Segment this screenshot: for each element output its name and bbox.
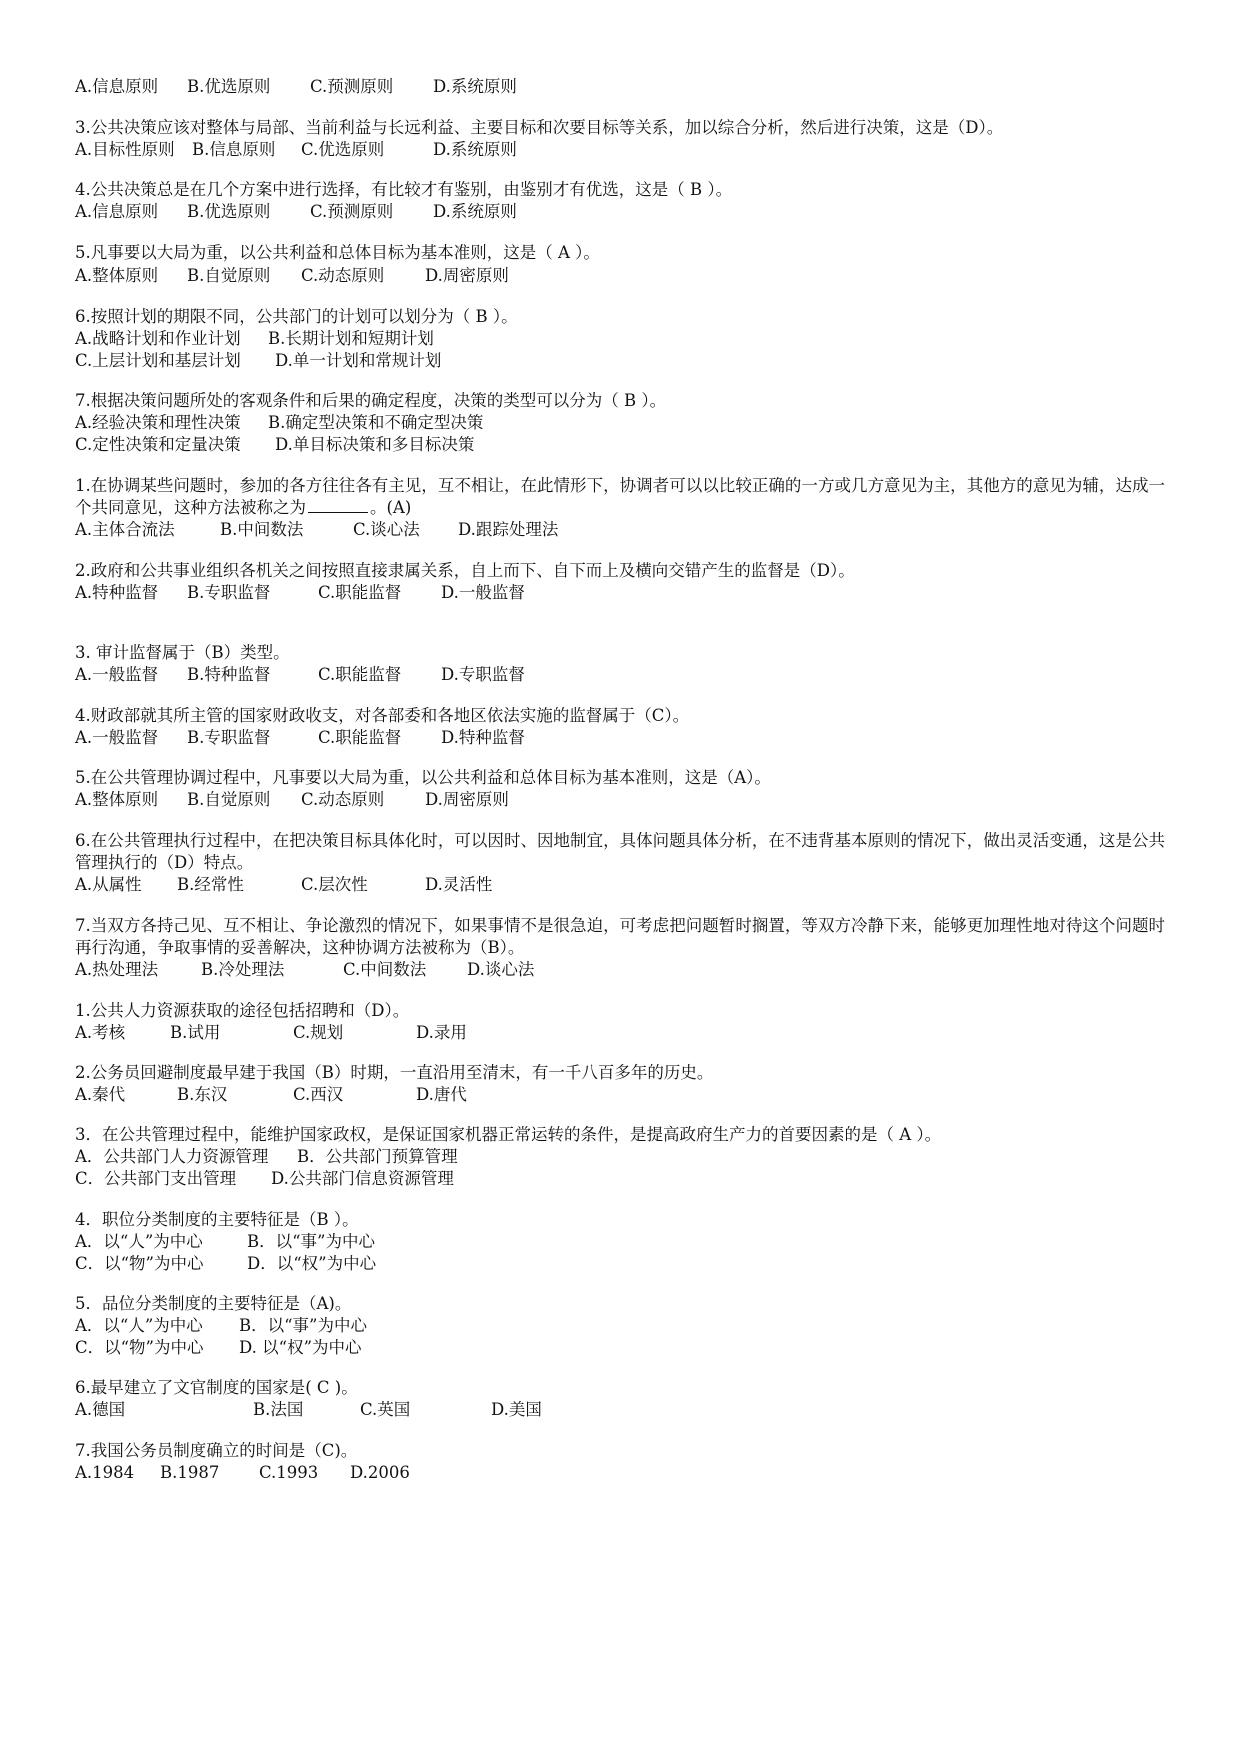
option-d: D.谈心法: [467, 960, 535, 979]
option-d: D.录用: [416, 1023, 467, 1042]
option-c: C.职能监督: [318, 728, 402, 747]
question: 7.当双方各持己见、互不相让、争论激烈的情况下，如果事情不是很急迫，可考虑把问题暂时搁置，等双方冷静下来，能够更加理性地对待这个问题时再行沟通，争取事情的妥善解决，这种协调方法被称为（B）。: [75, 916, 1165, 957]
option-b: B.优选原则: [187, 77, 271, 96]
option-a: A．以“人”为中心: [75, 1232, 203, 1251]
option-b: B.优选原则: [187, 202, 271, 221]
option-b: B.1987: [160, 1463, 220, 1482]
question: 2.公务员回避制度最早建于我国（B）时期，一直沿用至清末，有一千八百多年的历史。: [75, 1063, 714, 1082]
question: 2.政府和公共事业组织各机关之间按照直接隶属关系，自上而下、自下而上及横向交错产生的监督是（D）。: [75, 561, 855, 580]
option-a: A.整体原则: [75, 790, 159, 809]
option-a: A.主体合流法: [75, 520, 175, 539]
option-d: D.周密原则: [425, 266, 509, 285]
option-d: D.跟踪处理法: [458, 520, 559, 539]
option-b: B.东汉: [177, 1085, 228, 1104]
option-d: D.系统原则: [433, 202, 517, 221]
option-c: C.中间数法: [343, 960, 427, 979]
option-c: C.上层计划和基层计划: [75, 351, 241, 370]
option-b: B.自觉原则: [187, 790, 271, 809]
option-c: C.定性决策和定量决策: [75, 435, 241, 454]
option-b: B.试用: [170, 1023, 221, 1042]
option-c: C．公共部门支出管理: [75, 1169, 237, 1188]
option-c: C.职能监督: [318, 665, 402, 684]
option-d: D.一般监督: [441, 583, 525, 602]
option-a: A．公共部门人力资源管理: [75, 1147, 269, 1166]
option-d: D.专职监督: [441, 665, 525, 684]
option-c: C.规划: [293, 1023, 344, 1042]
question: [75, 475, 1165, 519]
option-b: B.中间数法: [220, 520, 304, 539]
option-b: B.自觉原则: [187, 266, 271, 285]
option-c: C.谈心法: [353, 520, 420, 539]
option-a: A.经验决策和理性决策: [75, 413, 241, 432]
option-a: A.从属性: [75, 875, 142, 894]
option-b: B.冷处理法: [201, 960, 285, 979]
option-d: D. 以“权”为中心: [239, 1338, 362, 1357]
option-b: B.特种监督: [187, 665, 271, 684]
option-a: A.目标性原则: [75, 140, 175, 159]
option-a: A.特种监督: [75, 583, 159, 602]
option-b: B.长期计划和短期计划: [268, 329, 434, 348]
option-b: B．以“事”为中心: [239, 1316, 367, 1335]
option-c: C.动态原则: [301, 790, 385, 809]
option-b: B.法国: [253, 1400, 304, 1419]
option-c: C.英国: [360, 1400, 411, 1419]
option-c: C．以“物”为中心: [75, 1254, 204, 1273]
option-a: A．以“人”为中心: [75, 1316, 203, 1335]
option-b: B.经常性: [177, 875, 244, 894]
option-d: D.单目标决策和多目标决策: [275, 435, 475, 454]
question: 5.凡事要以大局为重，以公共利益和总体目标为基本准则，这是（ A ）。: [75, 243, 600, 262]
option-c: C.预测原则: [310, 202, 394, 221]
question: 3．在公共管理过程中，能维护国家政权，是保证国家机器正常运转的条件，是提高政府生产力的首要因素的是（ A ）。: [75, 1125, 942, 1144]
question-answer: 。(A): [370, 498, 412, 517]
question: 6.最早建立了文官制度的国家是( C )。: [75, 1378, 358, 1397]
option-a: A.信息原则: [75, 202, 159, 221]
option-d: D.周密原则: [425, 790, 509, 809]
question: 3. 审计监督属于（B）类型。: [75, 643, 290, 662]
option-c: C．以“物”为中心: [75, 1338, 204, 1357]
question: 4.财政部就其所主管的国家财政收支，对各部委和各地区依法实施的监督属于（C）。: [75, 706, 690, 725]
option-a: A.秦代: [75, 1085, 126, 1104]
question: 5.在公共管理协调过程中，凡事要以大局为重，以公共利益和总体目标为基本准则，这是（A）。: [75, 768, 771, 787]
option-c: C.预测原则: [310, 77, 394, 96]
option-d: D.2006: [350, 1463, 410, 1482]
question: 6.按照计划的期限不同，公共部门的计划可以划分为（ B ）。: [75, 307, 518, 326]
question: 4.公共决策总是在几个方案中进行选择，有比较才有鉴别，由鉴别才有优选，这是（ B ）。: [75, 180, 733, 199]
option-a: A.德国: [75, 1400, 126, 1419]
option-b: B.专职监督: [187, 583, 271, 602]
question: 4．职位分类制度的主要特征是（B ）。: [75, 1210, 359, 1229]
question: 3.公共决策应该对整体与局部、当前利益与长远利益、主要目标和次要目标等关系，加以综合分析，然后进行决策，这是（D）。: [75, 118, 1004, 137]
question: 7.根据决策问题所处的客观条件和后果的确定程度，决策的类型可以分为（ B ）。: [75, 391, 667, 410]
option-c: C.西汉: [293, 1085, 344, 1104]
option-c: C.动态原则: [301, 266, 385, 285]
question-text: 1.在协调某些问题时，参加的各方往往各有主见，互不相让，在此情形下，协调者可以以比较正确的一方或几方意见为主，其他方的意见为辅，达成一个共同意见，这种方法被称之为: [75, 476, 1165, 517]
option-b: B．以“事”为中心: [247, 1232, 375, 1251]
option-d: D.唐代: [416, 1085, 467, 1104]
option-a: A.考核: [75, 1023, 126, 1042]
question: 1.公共人力资源获取的途径包括招聘和（D）。: [75, 1001, 410, 1020]
option-c: C.优选原则: [301, 140, 385, 159]
question: 6.在公共管理执行过程中，在把决策目标具体化时，可以因时、因地制宜，具体问题具体分析，在不违背基本原则的情况下，做出灵活变通，这是公共管理执行的（D）特点。: [75, 831, 1165, 872]
option-a: A.1984: [75, 1463, 135, 1482]
option-b: B.信息原则: [192, 140, 276, 159]
option-d: D.系统原则: [433, 77, 517, 96]
option-d: D.系统原则: [433, 140, 517, 159]
option-d: D.单一计划和常规计划: [275, 351, 442, 370]
answer-blank: [308, 498, 368, 513]
option-d: D.特种监督: [441, 728, 525, 747]
option-d: D．以“权”为中心: [247, 1254, 377, 1273]
option-d: D.公共部门信息资源管理: [271, 1169, 454, 1188]
question: 5．品位分类制度的主要特征是（A)。: [75, 1294, 352, 1313]
option-a: A.一般监督: [75, 665, 159, 684]
option-a: A.热处理法: [75, 960, 159, 979]
option-a: A.信息原则: [75, 77, 159, 96]
option-b: B.确定型决策和不确定型决策: [268, 413, 484, 432]
question: 7.我国公务员制度确立的时间是（C)。: [75, 1441, 358, 1460]
option-a: A.一般监督: [75, 728, 159, 747]
option-d: D.美国: [491, 1400, 542, 1419]
option-b: B.专职监督: [187, 728, 271, 747]
option-c: C.1993: [259, 1463, 319, 1482]
option-c: C.职能监督: [318, 583, 402, 602]
option-a: A.整体原则: [75, 266, 159, 285]
option-d: D.灵活性: [425, 875, 493, 894]
option-c: C.层次性: [301, 875, 368, 894]
option-a: A.战略计划和作业计划: [75, 329, 241, 348]
option-b: B．公共部门预算管理: [297, 1147, 458, 1166]
